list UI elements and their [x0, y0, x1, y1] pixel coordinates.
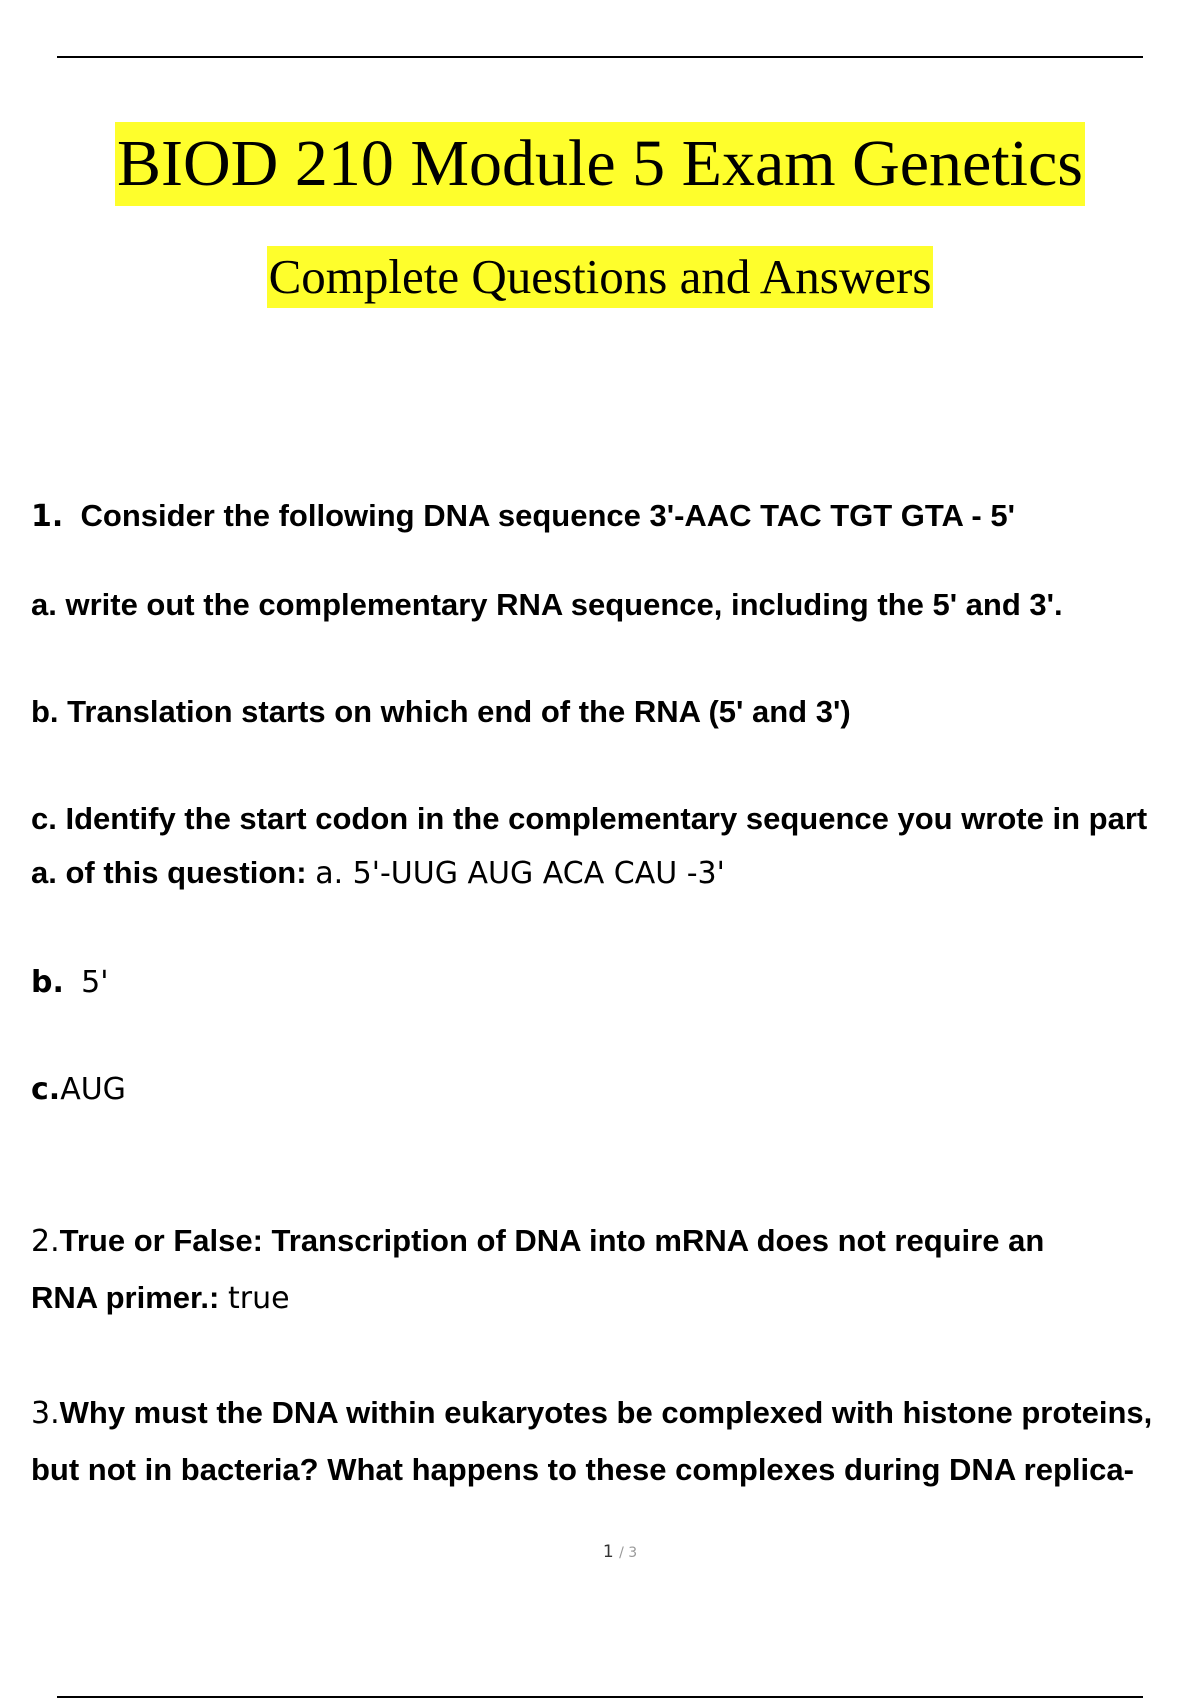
q2-question-line1: True or False: Transcription of DNA into mRNA does not require an [59, 1223, 1045, 1258]
q1-part-c-line2 [31, 853, 725, 894]
subtitle-row [0, 246, 1200, 308]
q1-part-b: b. Translation starts on which end of the RNA (5' and 3') [31, 694, 851, 729]
page-total: / 3 [619, 1545, 638, 1561]
q3-number: 3. [31, 1396, 60, 1431]
q1-answer-c: AUG [60, 1072, 126, 1107]
q2-number: 2. [31, 1224, 60, 1259]
q1-part-c-line1: c. Identify the start codon in the complementary sequence you wrote in part [31, 801, 1148, 836]
q1-answer-b-label: b. [31, 965, 64, 1000]
q1-number: 1. [31, 499, 64, 534]
q1-answer-b: 5' [81, 965, 109, 1000]
q2-line2 [31, 1278, 290, 1319]
top-rule [57, 56, 1143, 58]
document-title: BIOD 210 Module 5 Exam Genetics [115, 122, 1085, 206]
q1-question: Consider the following DNA sequence 3'-AAC TAC TGT GTA - 5' [80, 498, 1015, 533]
q1-part-c-cont: a. of this question: [31, 855, 307, 890]
q3-question-line2: but not in bacteria? What happens to these complexes during DNA replica- [31, 1452, 1134, 1487]
document-subtitle: Complete Questions and Answers [267, 246, 934, 308]
q1-answer-c-line [31, 1069, 126, 1110]
q1-answer-a: a. 5'-UUG AUG ACA CAU -3' [315, 856, 725, 891]
q3-line1 [31, 1393, 1152, 1434]
page-indicator [0, 1542, 1200, 1562]
bottom-rule [57, 1696, 1143, 1698]
q1-part-a: a. write out the complementary RNA sequence, including the 5' and 3'. [31, 587, 1063, 622]
q2-question-line2: RNA primer.: [31, 1280, 220, 1315]
q1-question-line [31, 496, 1015, 537]
page-current: 1 [602, 1542, 614, 1562]
title-row [0, 122, 1200, 206]
q3-question-line1: Why must the DNA within eukaryotes be complexed with histone proteins, [59, 1395, 1153, 1430]
q2-line1 [31, 1221, 1044, 1262]
q1-answer-c-label: c. [31, 1072, 61, 1107]
q2-answer: true [227, 1281, 290, 1316]
q1-answer-b-line [31, 962, 108, 1003]
